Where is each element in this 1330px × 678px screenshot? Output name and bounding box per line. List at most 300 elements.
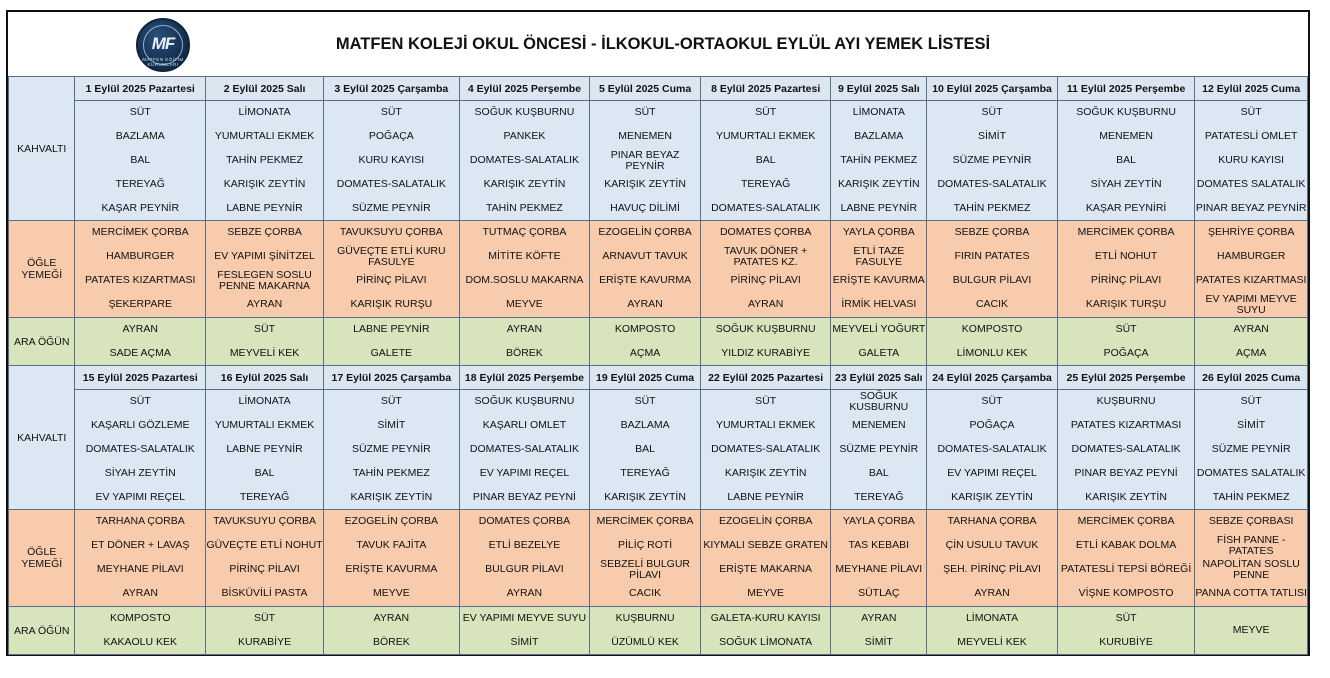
menu-cell — [1195, 607, 1308, 655]
menu-item — [927, 558, 1057, 582]
menu-item-text: MEYVE — [372, 587, 410, 600]
menu-item — [75, 558, 205, 582]
menu-item — [590, 293, 700, 317]
menu-item-list — [590, 221, 700, 317]
menu-item-text: TAVUK DÖNER + PATATES KZ. — [723, 244, 808, 268]
menu-item — [324, 197, 459, 221]
menu-item — [75, 486, 205, 510]
menu-item-text: SOĞUK KUŞBURNU — [715, 323, 816, 336]
menu-cell — [927, 101, 1058, 221]
menu-item — [206, 607, 323, 631]
menu-item — [1195, 462, 1307, 486]
menu-item-text: SÜT — [1240, 395, 1262, 408]
menu-item-list — [324, 607, 459, 654]
menu-cell — [324, 390, 460, 510]
menu-item-list — [75, 510, 205, 606]
menu-item — [590, 173, 700, 197]
menu-item-text: KAŞAR PEYNİRİ — [1085, 202, 1167, 215]
menu-item — [1058, 631, 1194, 655]
menu-item — [701, 414, 831, 438]
menu-item-text: DOMATES ÇORBA — [478, 515, 571, 528]
date-header: 1 Eylül 2025 Pazartesi — [75, 77, 206, 101]
menu-item-text: BAZLAMA — [115, 130, 165, 143]
menu-item-list — [324, 101, 459, 220]
menu-item-list — [1058, 607, 1194, 654]
menu-item-text: AYRAN — [373, 612, 410, 625]
menu-item — [831, 534, 926, 558]
menu-cell — [590, 390, 701, 510]
menu-item-list — [831, 318, 926, 365]
menu-item — [831, 558, 926, 582]
menu-item — [324, 173, 459, 197]
menu-item-list — [206, 318, 323, 365]
menu-item — [590, 318, 700, 342]
date-header: 23 Eylül 2025 Salı — [831, 366, 927, 390]
menu-item-text: POĞAÇA — [1103, 347, 1149, 360]
row-label-kahvalti: KAHVALTI — [9, 366, 75, 510]
logo-monogram: MF — [151, 34, 175, 53]
menu-item-text: EV YAPIMI MEYVE SUYU — [462, 612, 587, 625]
menu-item-text: BAL — [868, 467, 889, 480]
menu-item-text: PİRİNÇ PİLAVI — [356, 274, 427, 287]
menu-cell — [459, 221, 590, 318]
menu-item-list — [460, 221, 590, 317]
menu-item-text: FESLEGEN SOSLU PENNE MAKARNA — [217, 268, 312, 292]
menu-item — [1195, 619, 1307, 643]
menu-cell — [590, 101, 701, 221]
menu-item-list — [1058, 318, 1194, 365]
menu-item-text: MİTİTE KÖFTE — [488, 250, 561, 263]
menu-item-text: PATATES KIZARTMASI — [1195, 274, 1307, 287]
menu-item — [460, 438, 590, 462]
menu-cell — [1057, 390, 1194, 510]
menu-item — [1058, 318, 1194, 342]
menu-item-text: ŞEH. PİRİNÇ PİLAVI — [943, 563, 1041, 576]
menu-cell — [590, 510, 701, 607]
date-row — [9, 77, 1308, 101]
menu-item — [831, 269, 926, 293]
menu-item — [701, 269, 831, 293]
menu-item — [1058, 269, 1194, 293]
menu-item-text: SÜT — [634, 106, 656, 119]
menu-item — [927, 197, 1057, 221]
menu-item-list — [1058, 221, 1194, 317]
menu-item-text: KURUBİYE — [1099, 636, 1153, 649]
date-header: 8 Eylül 2025 Pazartesi — [700, 77, 831, 101]
menu-item — [927, 390, 1057, 414]
menu-item-text: PINAR BEYAZ PEYNİ — [472, 491, 576, 504]
menu-item-text: AYRAN — [627, 298, 663, 311]
menu-item-text: BAL — [1116, 154, 1137, 167]
menu-item-text: KOMPOSTO — [614, 323, 676, 336]
menu-item — [927, 245, 1057, 269]
menu-item-text: FİSH PANNE -PATATES — [1216, 533, 1286, 557]
menu-item — [206, 558, 323, 582]
menu-item-text: AYRAN — [747, 298, 784, 311]
menu-item — [75, 221, 205, 245]
menu-item-text: PATATES KIZARTMASI — [1070, 419, 1182, 432]
menu-item-text: BAZLAMA — [620, 419, 670, 432]
date-header: 25 Eylül 2025 Perşembe — [1057, 366, 1194, 390]
menu-item-text: TAS KEBABI — [848, 539, 910, 552]
menu-item-text: SÜT — [254, 323, 276, 336]
menu-item — [831, 390, 926, 414]
menu-item-text: BULGUR PİLAVI — [952, 274, 1032, 287]
menu-item — [1058, 534, 1194, 558]
menu-item-list — [831, 221, 926, 317]
menu-item-text: MERCİMEK ÇORBA — [1077, 226, 1175, 239]
menu-cell — [700, 101, 831, 221]
menu-item-text: DOM.SOSLU MAKARNA — [465, 274, 584, 287]
menu-cell — [206, 221, 324, 318]
menu-item — [1195, 245, 1307, 269]
menu-item-list — [927, 390, 1057, 509]
menu-item — [460, 390, 590, 414]
menu-item-text: BAL — [635, 443, 655, 456]
date-header: 3 Eylül 2025 Çarşamba — [324, 77, 460, 101]
menu-item — [460, 414, 590, 438]
menu-item — [75, 173, 205, 197]
menu-item-text: PANNA COTTA TATLISI — [1195, 587, 1307, 600]
menu-cell — [459, 510, 590, 607]
menu-item — [831, 462, 926, 486]
date-header: 12 Eylül 2025 Cuma — [1195, 77, 1308, 101]
menu-item-text: SÜZME PEYNİR — [351, 443, 431, 456]
menu-cell — [459, 101, 590, 221]
menu-item-list — [1058, 510, 1194, 606]
menu-item-text: DOMATES-SALATALIK — [711, 202, 821, 215]
menu-item — [590, 534, 700, 558]
date-header: 5 Eylül 2025 Cuma — [590, 77, 701, 101]
menu-cell — [324, 318, 460, 366]
menu-item-text: KARIŞIK ZEYTİN — [223, 178, 306, 191]
menu-item-text: SÜT — [380, 106, 402, 119]
menu-item — [1058, 125, 1194, 149]
menu-item-text: DOMATES ÇORBA — [719, 226, 812, 239]
menu-item-text: KAŞARLI OMLET — [482, 419, 567, 432]
menu-item — [460, 125, 590, 149]
menu-item — [75, 414, 205, 438]
menu-cell — [324, 510, 460, 607]
date-header: 2 Eylül 2025 Salı — [206, 77, 324, 101]
menu-item — [206, 631, 323, 655]
menu-cell — [1195, 221, 1308, 318]
menu-item-text: PINAR BEYAZ PEYNİR — [610, 148, 680, 172]
menu-item-text: LABNE PEYNİR — [226, 202, 303, 215]
menu-item-text: KAKAOLU KEK — [103, 636, 178, 649]
menu-item-text: PİRİNÇ PİLAVI — [730, 274, 801, 287]
date-header: 11 Eylül 2025 Perşembe — [1057, 77, 1194, 101]
menu-item — [324, 582, 459, 606]
menu-item-text: SOĞUK KUŞBURNU — [474, 395, 575, 408]
date-header: 18 Eylül 2025 Perşembe — [459, 366, 590, 390]
menu-item-list — [590, 510, 700, 606]
menu-item-list — [1058, 101, 1194, 220]
menu-item — [701, 149, 831, 173]
menu-item — [324, 438, 459, 462]
menu-item — [1195, 197, 1307, 221]
menu-item-text: KOMPOSTO — [110, 612, 171, 625]
menu-item — [701, 173, 831, 197]
date-header: 22 Eylül 2025 Pazartesi — [700, 366, 831, 390]
menu-item — [1058, 607, 1194, 631]
menu-item-text: ERİŞTE MAKARNA — [719, 563, 813, 576]
menu-item — [1195, 293, 1307, 317]
menu-item — [590, 510, 700, 534]
menu-item — [460, 342, 590, 366]
menu-cell — [831, 390, 927, 510]
menu-item — [460, 101, 590, 125]
menu-item-text: YILDIZ KURABİYE — [721, 347, 810, 360]
menu-item-text: BAZLAMA — [854, 130, 904, 143]
menu-item-list — [75, 318, 205, 365]
menu-item — [831, 173, 926, 197]
menu-item — [831, 582, 926, 606]
menu-item-text: TARHANA ÇORBA — [947, 515, 1037, 528]
menu-item — [460, 149, 590, 173]
menu-item — [590, 582, 700, 606]
menu-item-text: AYRAN — [122, 323, 158, 336]
menu-item-text: VİŞNE KOMPOSTO — [1078, 587, 1174, 600]
menu-item — [701, 534, 831, 558]
menu-item-text: SÜT — [380, 395, 402, 408]
menu-cell — [700, 390, 831, 510]
menu-item-text: KARIŞIK ZEYTİN — [350, 491, 433, 504]
menu-item — [927, 438, 1057, 462]
menu-item-text: TAVUKSUYU ÇORBA — [339, 226, 443, 239]
menu-item — [1058, 173, 1194, 197]
menu-item-text: KAŞAR PEYNİR — [101, 202, 180, 215]
menu-item-text: PİRİNÇ PİLAVI — [1090, 274, 1162, 287]
menu-cell — [1195, 510, 1308, 607]
menu-item-list — [75, 607, 205, 654]
menu-item — [206, 486, 323, 510]
menu-item-text: SÜT — [1115, 323, 1137, 336]
menu-item — [324, 534, 459, 558]
menu-item — [1195, 486, 1307, 510]
menu-cell — [1057, 607, 1194, 655]
menu-item-text: SADE AÇMA — [109, 347, 171, 360]
menu-item — [831, 197, 926, 221]
menu-item — [831, 221, 926, 245]
menu-item-list — [460, 510, 590, 606]
menu-item-text: PATATESLİ OMLET — [1204, 130, 1298, 143]
menu-item-text: POĞAÇA — [368, 130, 414, 143]
menu-item — [1195, 414, 1307, 438]
menu-item — [206, 318, 323, 342]
menu-item-text: PINAR BEYAZ PEYNİR — [1195, 202, 1307, 215]
date-header: 16 Eylül 2025 Salı — [206, 366, 324, 390]
menu-item — [1195, 438, 1307, 462]
menu-item — [1195, 342, 1307, 366]
menu-item-text: MEYVELİ KEK — [957, 636, 1027, 649]
menu-item — [1058, 390, 1194, 414]
menu-item — [927, 149, 1057, 173]
menu-item — [831, 101, 926, 125]
menu-item-text: EV YAPIMI REÇEL — [95, 491, 185, 504]
menu-item-text: LABNE PEYNİR — [226, 443, 303, 456]
menu-item-text: SİMİT — [1237, 419, 1266, 432]
menu-item — [590, 558, 700, 582]
menu-item-list — [1195, 318, 1307, 365]
menu-item-text: BULGUR PİLAVI — [485, 563, 564, 576]
menu-item-list — [927, 607, 1057, 654]
menu-item — [460, 534, 590, 558]
menu-item — [460, 462, 590, 486]
menu-item-text: DOMATES-SALATALIK — [1071, 443, 1181, 456]
menu-item-text: DOMATES-SALATALIK — [469, 154, 579, 167]
menu-cell — [206, 318, 324, 366]
menu-item-text: YUMURTALI EKMEK — [214, 419, 315, 432]
header — [8, 12, 1308, 77]
menu-item-text: SÜT — [1240, 106, 1262, 119]
menu-item — [701, 462, 831, 486]
menu-item-text: SÜZME PEYNİR — [839, 443, 919, 456]
menu-item — [701, 101, 831, 125]
menu-item — [460, 558, 590, 582]
menu-item-list — [460, 101, 590, 220]
menu-item-text: YUMURTALI EKMEK — [715, 419, 816, 432]
menu-item — [831, 342, 926, 366]
menu-cell — [459, 390, 590, 510]
menu-item-list — [590, 318, 700, 365]
menu-item — [1195, 269, 1307, 293]
menu-cell — [700, 510, 831, 607]
menu-item-text: LİMONLU KEK — [956, 347, 1028, 360]
menu-cell — [75, 607, 206, 655]
menu-item-list — [324, 318, 459, 365]
menu-item-text: ET DÖNER + LAVAŞ — [91, 539, 190, 552]
menu-item-text: ÇİN USULU TAVUK — [945, 539, 1039, 552]
menu-item-text: CACIK — [629, 587, 662, 600]
menu-cell — [1057, 318, 1194, 366]
menu-cell — [75, 510, 206, 607]
menu-item-text: KARIŞIK RURŞU — [350, 298, 433, 311]
date-header: 19 Eylül 2025 Cuma — [590, 366, 701, 390]
menu-cell — [206, 607, 324, 655]
menu-item — [75, 293, 205, 317]
menu-item-text: MERCİMEK ÇORBA — [91, 226, 189, 239]
menu-item-list — [1195, 607, 1307, 654]
menu-item-text: SÜT — [1115, 612, 1137, 625]
menu-item-text: SÜT — [254, 612, 276, 625]
menu-item — [206, 510, 323, 534]
menu-cell — [831, 101, 927, 221]
menu-item-text: KARIŞIK ZEYTİN — [837, 178, 920, 191]
menu-item-text: YUMURTALI EKMEK — [715, 130, 816, 143]
menu-cell — [1195, 318, 1308, 366]
menu-item-list — [831, 101, 926, 220]
menu-item-text: YAYLA ÇORBA — [842, 515, 915, 528]
menu-cell — [927, 390, 1058, 510]
menu-cell — [206, 510, 324, 607]
menu-item-text: SOĞUK KUSBURNU — [849, 389, 909, 413]
row-label-ara: ARA ÖĞÜN — [9, 607, 75, 655]
menu-item — [206, 149, 323, 173]
menu-item-text: KURU KAYISI — [358, 154, 425, 167]
menu-item — [206, 414, 323, 438]
date-header: 26 Eylül 2025 Cuma — [1195, 366, 1308, 390]
menu-item — [1195, 510, 1307, 534]
menu-item-text: GALETA-KURU KAYISI — [710, 612, 821, 625]
menu-cell — [700, 318, 831, 366]
menu-item-text: DOMATES-SALATALIK — [937, 178, 1047, 191]
menu-item-text: GALETE — [370, 347, 413, 360]
menu-item-list — [75, 221, 205, 317]
menu-sheet — [6, 10, 1310, 656]
menu-item — [701, 245, 831, 269]
menu-item — [1058, 558, 1194, 582]
meal-row-kahvalti — [9, 390, 1308, 510]
menu-item-list — [206, 607, 323, 654]
menu-item-text: MEYHANE PİLAVI — [96, 563, 184, 576]
menu-item — [324, 318, 459, 342]
menu-item-list — [831, 510, 926, 606]
menu-item-text: PATATES KIZARTMASI — [85, 274, 196, 287]
menu-item-text: SİYAH ZEYTİN — [1090, 178, 1162, 191]
menu-item-list — [701, 390, 831, 509]
menu-cell — [1195, 101, 1308, 221]
menu-item — [701, 582, 831, 606]
menu-cell — [927, 607, 1058, 655]
menu-item — [590, 221, 700, 245]
menu-item — [590, 342, 700, 366]
menu-item — [1058, 510, 1194, 534]
menu-item — [206, 125, 323, 149]
menu-item-list — [460, 390, 590, 509]
menu-item — [1195, 221, 1307, 245]
menu-item — [1058, 462, 1194, 486]
menu-item-text: PATATESLİ TEPSİ BÖREĞİ — [1060, 563, 1192, 576]
menu-item-text: LABNE PEYNİR — [840, 202, 918, 215]
menu-item — [701, 318, 831, 342]
menu-item-text: ETLİ NOHUT — [1094, 250, 1158, 263]
menu-item — [324, 101, 459, 125]
menu-item — [206, 197, 323, 221]
menu-item — [460, 607, 590, 631]
menu-item-text: AYRAN — [122, 587, 158, 600]
menu-cell — [831, 318, 927, 366]
menu-item-text: KARIŞIK ZEYTİN — [724, 467, 807, 480]
menu-item-text: HAMBURGER — [1217, 250, 1286, 263]
menu-item — [1058, 101, 1194, 125]
menu-item — [1058, 149, 1194, 173]
menu-item-text: MERCİMEK ÇORBA — [596, 515, 694, 528]
menu-item-text: SEBZE ÇORBASI — [1208, 515, 1294, 528]
menu-cell — [927, 510, 1058, 607]
menu-item — [460, 197, 590, 221]
menu-item — [927, 414, 1057, 438]
menu-item — [1058, 414, 1194, 438]
menu-item — [927, 510, 1057, 534]
menu-item-text: SÜZME PEYNİR — [351, 202, 431, 215]
menu-item-list — [831, 390, 926, 509]
menu-item — [1058, 582, 1194, 606]
menu-cell — [1057, 221, 1194, 318]
menu-item — [75, 125, 205, 149]
menu-item-list — [831, 607, 926, 654]
menu-item — [1058, 245, 1194, 269]
menu-item-text: LİMONATA — [238, 106, 291, 119]
menu-table — [8, 76, 1308, 655]
meal-row-kahvalti — [9, 101, 1308, 221]
menu-item — [701, 221, 831, 245]
menu-item-text: TUTMAÇ ÇORBA — [482, 226, 567, 239]
menu-cell — [927, 221, 1058, 318]
menu-item-list — [701, 510, 831, 606]
menu-cell — [75, 390, 206, 510]
menu-item-list — [1058, 390, 1194, 509]
